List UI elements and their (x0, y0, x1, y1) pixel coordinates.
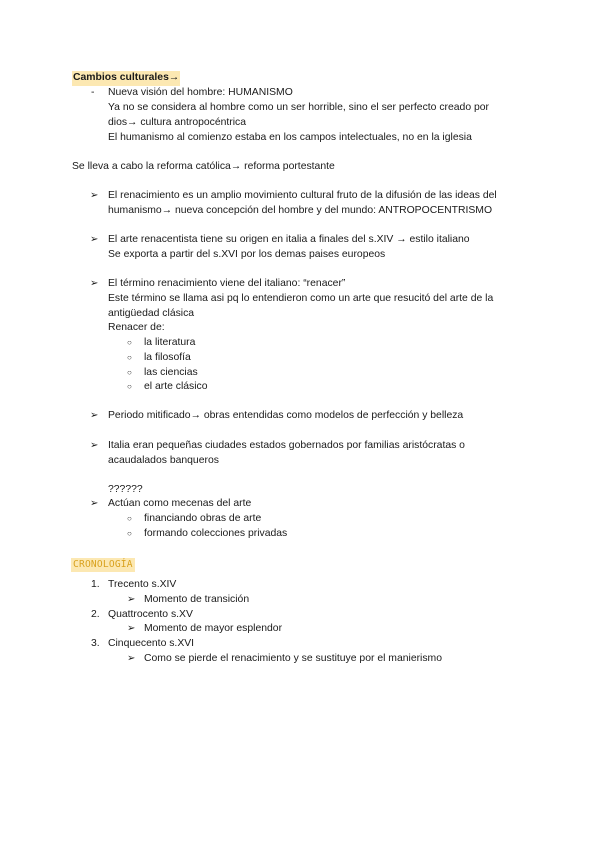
circle-bullet-icon: ○ (127, 368, 132, 377)
text-line: El término renacimiento viene del italiano: “renacer” (108, 278, 346, 289)
text-line: Periodo mitificado→ obras entendidas como modelos de perfección y belleza (108, 410, 464, 421)
text-line: Italia eran pequeñas ciudades estados gobernados por familias aristócratas o (108, 440, 465, 451)
cronologia-detail: Momento de mayor esplendor (144, 623, 283, 634)
dash-bullet: - (91, 87, 95, 98)
cronologia-item: Trecento s.XIV (108, 579, 177, 590)
text-line: dios→ cultura antropocéntrica (108, 117, 247, 128)
arrow-bullet-icon: ➢ (90, 278, 99, 289)
text-line: Ya no se considera al hombre como un ser horrible, sino el ser perfecto creado por (108, 102, 489, 113)
circle-bullet-icon: ○ (127, 353, 132, 362)
list-item: la literatura (144, 337, 196, 348)
arrow-bullet-icon: ➢ (90, 498, 99, 509)
arrow-bullet-icon: ➢ (127, 594, 136, 605)
text-line: Este término se llama asi pq lo entendieron como un arte que resucitó del arte de la (108, 293, 494, 304)
list-number: 2. (91, 609, 100, 620)
cronologia-item: Cinquecento s.XVI (108, 638, 195, 649)
text-line: Renacer de: (108, 322, 165, 333)
circle-bullet-icon: ○ (127, 338, 132, 347)
list-item: la filosofía (144, 352, 191, 363)
list-number: 3. (91, 638, 100, 649)
circle-bullet-icon: ○ (127, 382, 132, 391)
list-number: 1. (91, 579, 100, 590)
arrow-bullet-icon: ➢ (127, 623, 136, 634)
list-item: el arte clásico (144, 381, 208, 392)
text-line: acaudalados banqueros (108, 455, 219, 466)
list-item: formando colecciones privadas (144, 528, 288, 539)
cronologia-detail: Como se pierde el renacimiento y se sustituye por el manierismo (144, 653, 442, 664)
text-line: antigüedad clásica (108, 308, 195, 319)
list-item: financiando obras de arte (144, 513, 262, 524)
arrow-bullet-icon: ➢ (90, 410, 99, 421)
arrow-bullet-icon: ➢ (90, 440, 99, 451)
text-line: El arte renacentista tiene su origen en italia a finales del s.XIV → estilo italiano (108, 234, 470, 245)
arrow-bullet-icon: ➢ (90, 234, 99, 245)
text-line: El humanismo al comienzo estaba en los campos intelectuales, no en la iglesia (108, 132, 472, 143)
list-item: las ciencias (144, 367, 198, 378)
arrow-bullet-icon: ➢ (127, 653, 136, 664)
text-line: humanismo→ nueva concepción del hombre y del mundo: ANTROPOCENTRISMO (108, 205, 493, 216)
cronologia-item: Quattrocento s.XV (108, 609, 193, 620)
circle-bullet-icon: ○ (127, 514, 132, 523)
circle-bullet-icon: ○ (127, 529, 132, 538)
heading-cronologia: CRONOLOGÍA (73, 559, 133, 570)
text-line: El renacimiento es un amplio movimiento cultural fruto de la difusión de las ideas del (108, 190, 497, 201)
text-line: Nueva visión del hombre: HUMANISMO (108, 87, 293, 98)
heading-cambios-culturales: Cambios culturales→ (72, 71, 180, 86)
paragraph-reforma: Se lleva a cabo la reforma católica→ reforma portestante (72, 161, 335, 172)
cronologia-detail: Momento de transición (144, 594, 250, 605)
arrow-bullet-icon: ➢ (90, 190, 99, 201)
text-line: Se exporta a partir del s.XVI por los demas paises europeos (108, 249, 386, 260)
text-line: Actúan como mecenas del arte (108, 498, 252, 509)
question-marks: ?????? (108, 484, 143, 495)
